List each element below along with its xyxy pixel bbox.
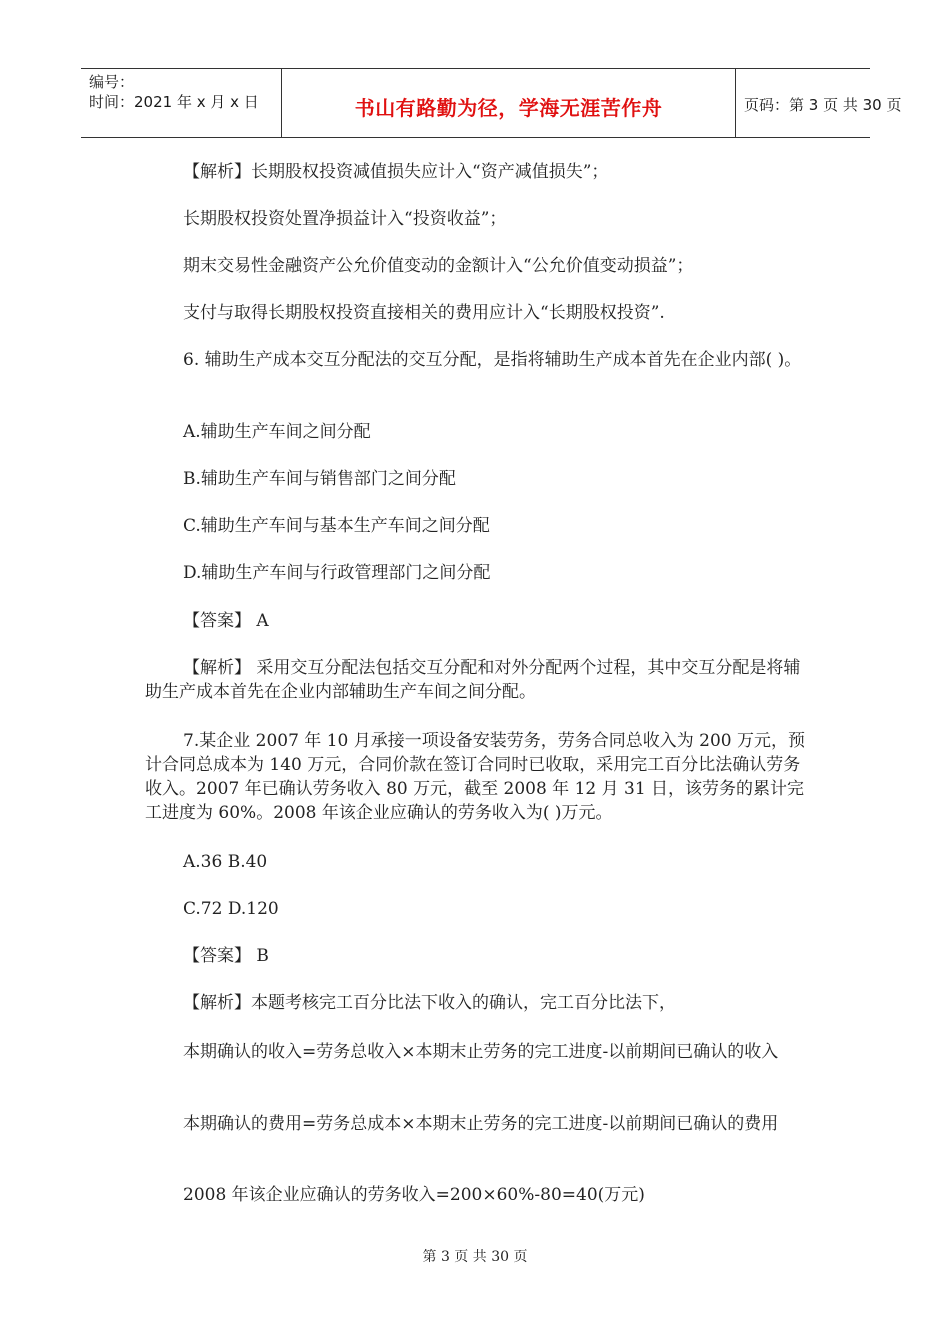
header-page-info: 页码：第 3 页 共 30 页 xyxy=(744,96,902,114)
header-motto: 书山有路勤为径，学海无涯苦作舟 xyxy=(354,96,663,120)
question-6-answer: 【答案】 A xyxy=(183,611,269,631)
question-7-stem: 7.某企业 2007 年 10 月承接一项设备安装劳务，劳务合同总收入为 200 万元，预计合同总成本为 140 万元，合同价款在签订合同时已收取，采用完工百分比法确认劳务收入。2007 年已确认劳务收入 80 万元，截至 2008 年 12 月 31 日，该劳务的累计完工进度为 60%。2008 年该企业应确认的劳务收入为( )万元。 xyxy=(145,731,805,823)
document-date-label: 时间：2021 年 x 月 x 日 xyxy=(89,93,259,111)
question-7-options-ab: A.36 B.40 xyxy=(183,852,268,872)
document-number-label: 编号： xyxy=(89,73,135,91)
question-6-analysis: 【解析】 采用交互分配法包括交互分配和对外分配两个过程，其中交互分配是将辅助生产成本首先在企业内部辅助生产车间之间分配。 xyxy=(145,658,801,702)
header-page-cell xyxy=(736,69,902,137)
question-6-option-d: D.辅助生产车间与行政管理部门之间分配 xyxy=(183,563,491,583)
page-header xyxy=(81,68,902,138)
analysis-paragraph-4: 支付与取得长期股权投资直接相关的费用应计入“长期股权投资”. xyxy=(183,303,665,323)
page-footer: 第 3 页 共 30 页 xyxy=(422,1249,528,1265)
analysis-paragraph-3: 期末交易性金融资产公允价值变动的金额计入“公允价值变动损益”； xyxy=(183,256,694,276)
analysis-paragraph-2: 长期股权投资处置净损益计入“投资收益”； xyxy=(183,209,507,229)
question-7-answer: 【答案】 B xyxy=(183,946,269,966)
analysis-paragraph-1: 【解析】长期股权投资减值损失应计入“资产减值损失”； xyxy=(183,162,609,182)
question-6-stem: 6. 辅助生产成本交互分配法的交互分配，是指将辅助生产成本首先在企业内部( )。 xyxy=(183,350,802,370)
header-motto-cell xyxy=(282,69,736,137)
question-6-option-a: A.辅助生产车间之间分配 xyxy=(183,422,371,442)
question-6-option-b: B.辅助生产车间与销售部门之间分配 xyxy=(183,469,456,489)
question-7-options-cd: C.72 D.120 xyxy=(183,899,279,919)
question-7-formula-cost: 本期确认的费用=劳务总成本×本期末止劳务的完工进度-以前期间已确认的费用 xyxy=(183,1114,779,1134)
header-meta-cell xyxy=(81,69,282,137)
question-7-calculation: 2008 年该企业应确认的劳务收入=200×60%-80=40(万元) xyxy=(183,1185,645,1205)
question-7-formula-revenue: 本期确认的收入=劳务总收入×本期末止劳务的完工进度-以前期间已确认的收入 xyxy=(183,1042,779,1062)
question-6-option-c: C.辅助生产车间与基本生产车间之间分配 xyxy=(183,516,490,536)
question-7-analysis: 【解析】本题考核完工百分比法下收入的确认，完工百分比法下， xyxy=(183,993,676,1013)
